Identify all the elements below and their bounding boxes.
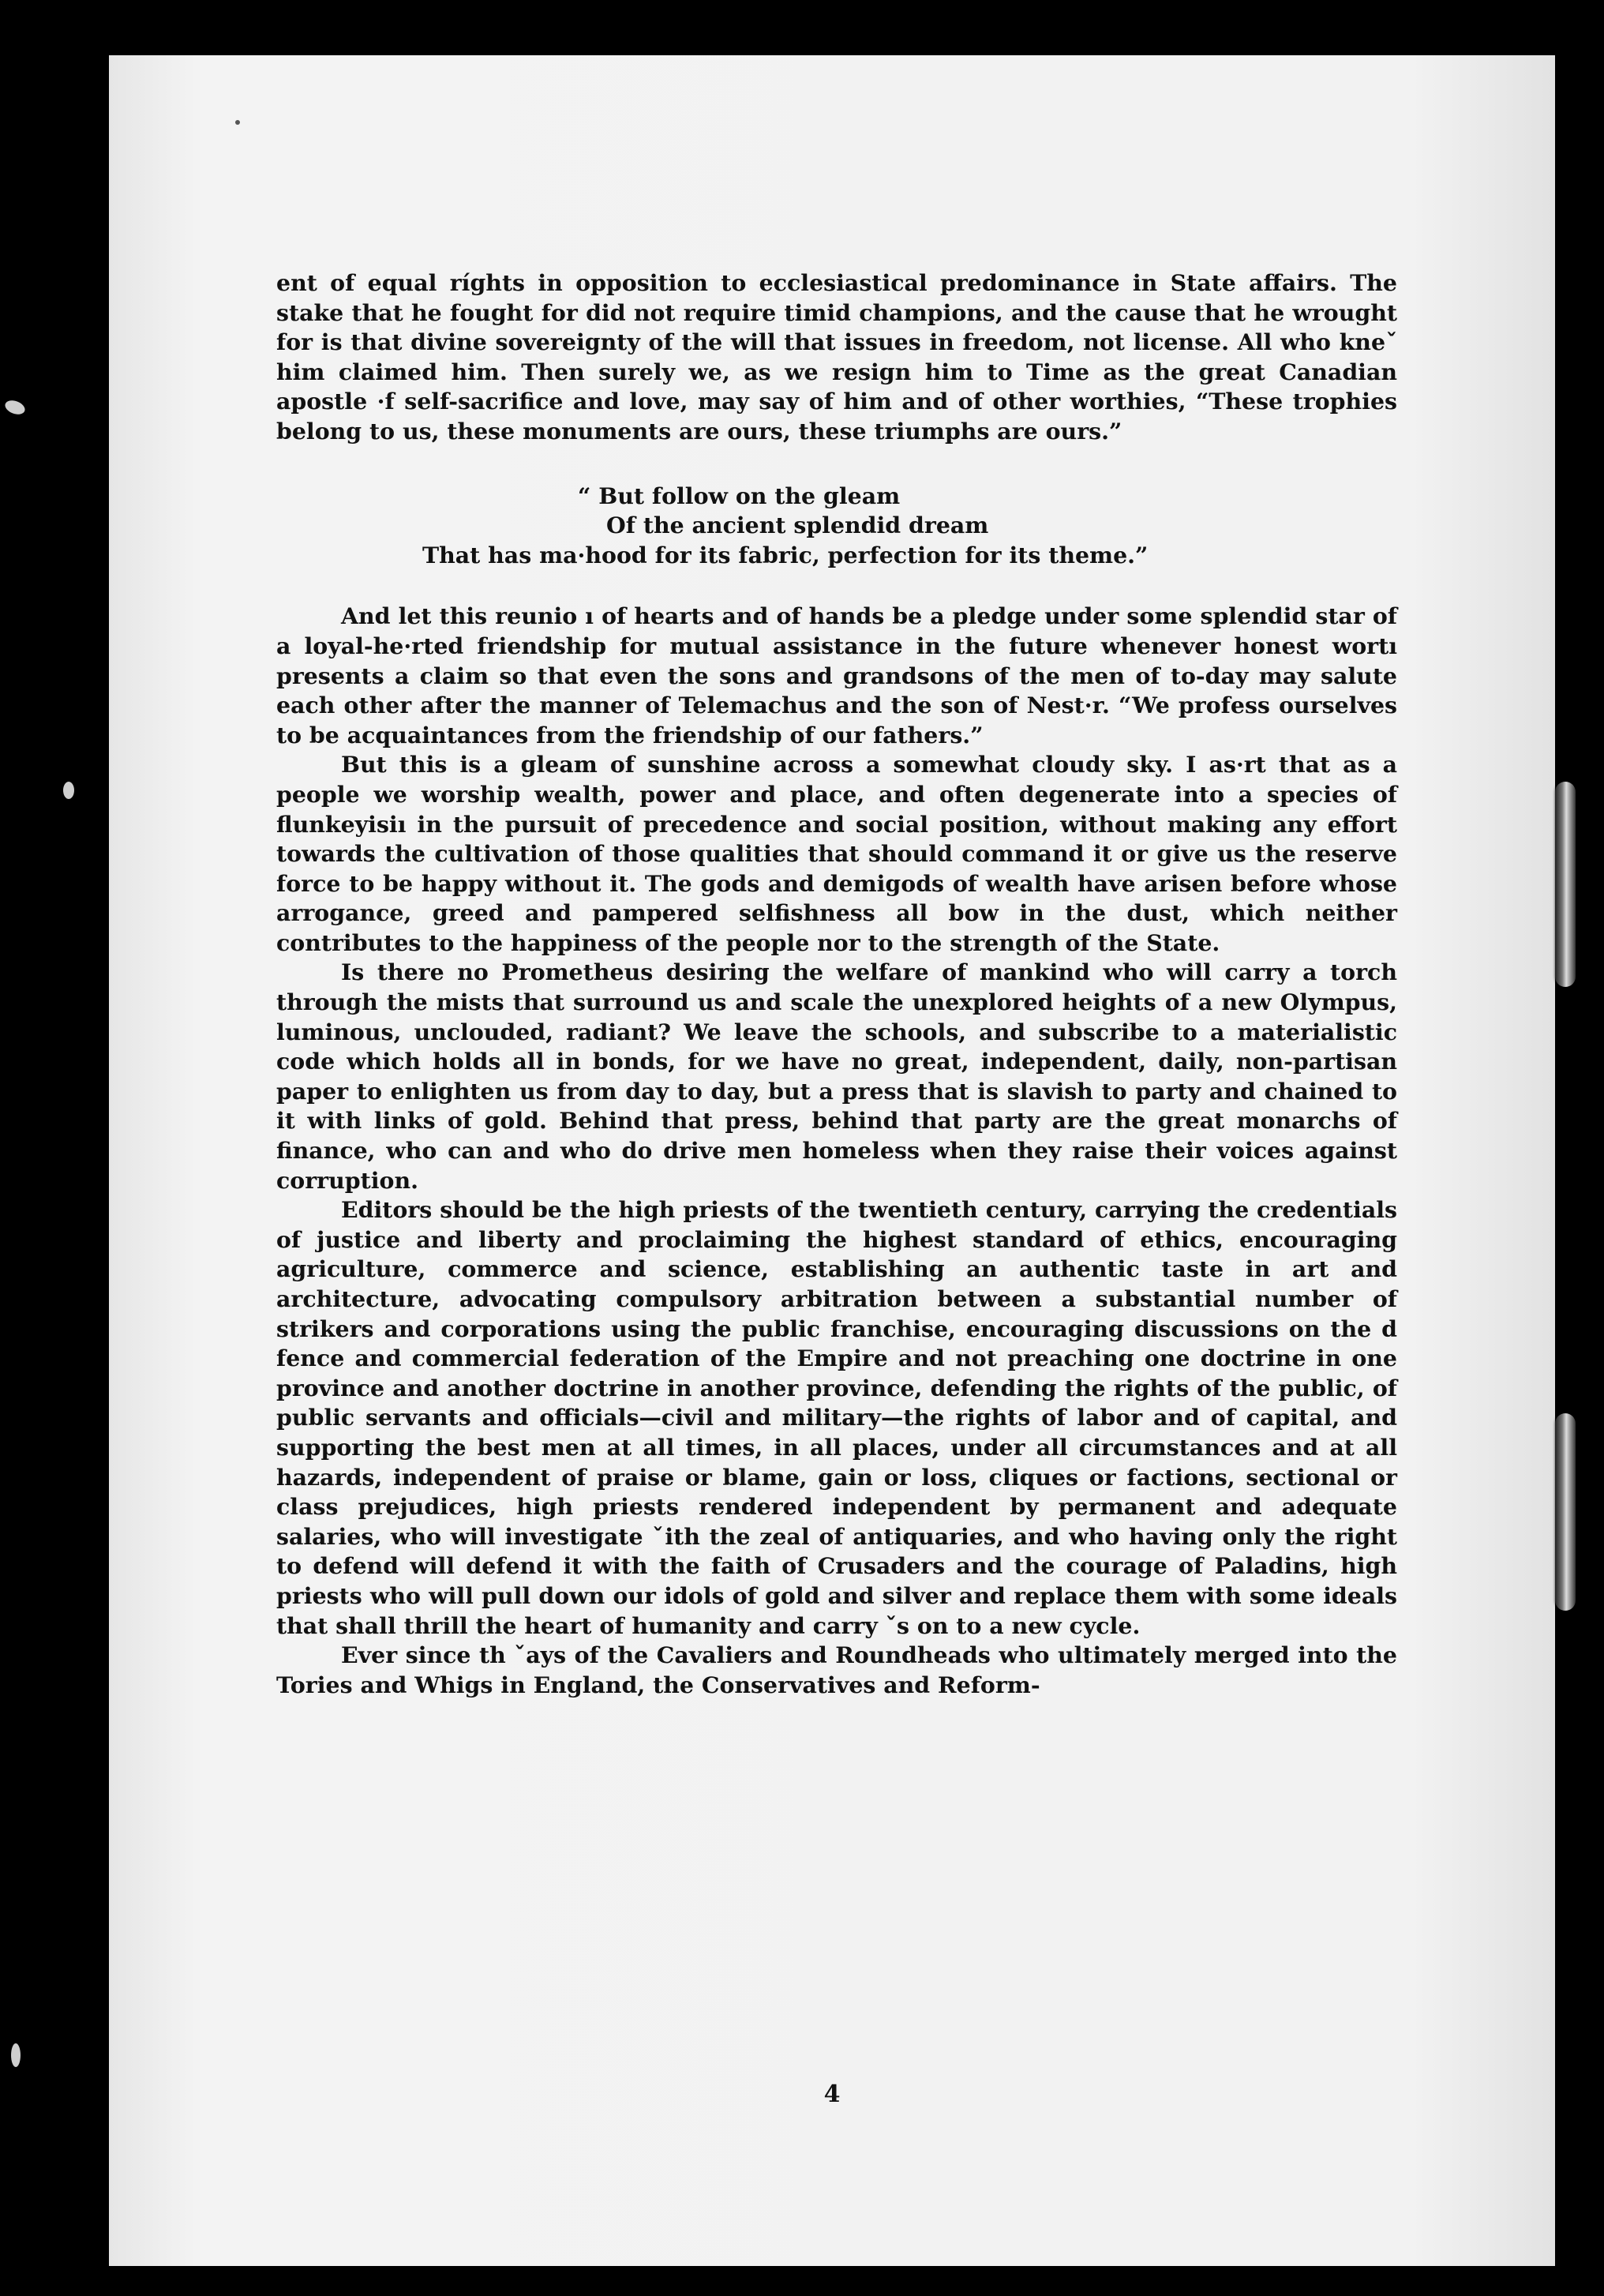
scan-artifact-mark: [63, 782, 74, 799]
document-page: [109, 55, 1555, 2266]
verse-line: “ But follow on the gleam: [578, 482, 901, 509]
scan-artifact-mark: [3, 398, 27, 417]
verse-line: Of the ancient splendid dream: [606, 512, 989, 539]
verse-line: That has ma·hood for its fabric, perfection for its theme.”: [422, 541, 1149, 568]
paragraph: Ever since th ˇays of the Cavaliers and Roundheads who ultimately merged into the Tories and Whigs in England, the Conservatives and Reform-: [276, 1641, 1397, 1698]
paragraph: ent of equal ríghts in opposition to ecclesiastical predominance in State affairs. The stake that he fought for did not require timid champions, and the cause that he wrought for is that divine sovereignty of the will that issues in freedom, not license. All who kneˇ him claimed him. Then surely we, as we resign him to Time as the great Canadian apostle ·f self-sacrifice and love, may say of him and of other worthies, “These trophies belong to us, these monuments are ours, these triumphs are ours.”: [276, 269, 1397, 445]
scan-artifact-mark: [11, 2043, 21, 2067]
body-text: [276, 268, 1397, 1700]
binding-clip-icon: [1555, 1413, 1576, 1611]
paragraph: Editors should be the high priests of the twentieth century, carrying the credentials of justice and liberty and proclaiming the highest standard of ethics, encouraging agriculture, commerce and science, establishing an authentic taste in art and architecture, advocating compulsory arbitration between a substantial number of strikers and corporations using the public franchise, encouraging discussions on the d fence and commercial federation of the Empire and not preaching one doctrine in one province and another doctrine in another province, defending the rights of the public, of public servants and officials—civil and military—the rights of labor and of capital, and supporting the best men at all times, in all places, under all circumstances and at all hazards, independent of praise or blame, gain or loss, cliques or factions, sectional or class prejudices, high priests rendered independent by permanent and adequate salaries, who will investigate ˇith the zeal of antiquaries, and who having only the right to defend will defend it with the faith of Crusaders and the courage of Paladins, high priests who will pull down our idols of gold and silver and replace them with some ideals that shall thrill the heart of humanity and carry ˇs on to a new cycle.: [276, 1196, 1397, 1639]
verse-quotation: [276, 482, 1397, 571]
page-number: 4: [823, 2080, 841, 2108]
paragraph: And let this reunio ı of hearts and of hands be a pledge under some splendid star of a loyal-he·rted friendship for mutual assistance in the future whenever honest wortı presents a claim so that even the sons and grandsons of the men of to-day may salute each other after the manner of Telemachus and the son of Nest·r. “We profess ourselves to be acquaintances from the friendship of our fathers.”: [276, 602, 1397, 748]
scan-speck: [235, 120, 240, 125]
paragraph: But this is a gleam of sunshine across a somewhat cloudy sky. I as·rt that as a people we worship wealth, power and place, and often degenerate into a species of flunkeyisiı in the pursuit of precedence and social position, without making any effort towards the cultivation of those qualities that should command it or give us the reserve force to be happy without it. The gods and demigods of wealth have arisen before whose arrogance, greed and pampered selfishness all bow in the dust, which neither contributes to the happiness of the people nor to the strength of the State.: [276, 751, 1397, 956]
binding-clip-icon: [1555, 782, 1576, 987]
paragraph: Is there no Prometheus desiring the welfare of mankind who will carry a torch through the mists that surround us and scale the unexplored heights of a new Olympus, luminous, unclouded, radiant? We leave the schools, and subscribe to a materialistic code which holds all in bonds, for we have no great, independent, daily, non-partisan paper to enlighten us from day to day, but a press that is slavish to party and chained to it with links of gold. Behind that press, behind that party are the great monarchs of finance, who can and who do drive men homeless when they raise their voices against corruption.: [276, 959, 1397, 1194]
